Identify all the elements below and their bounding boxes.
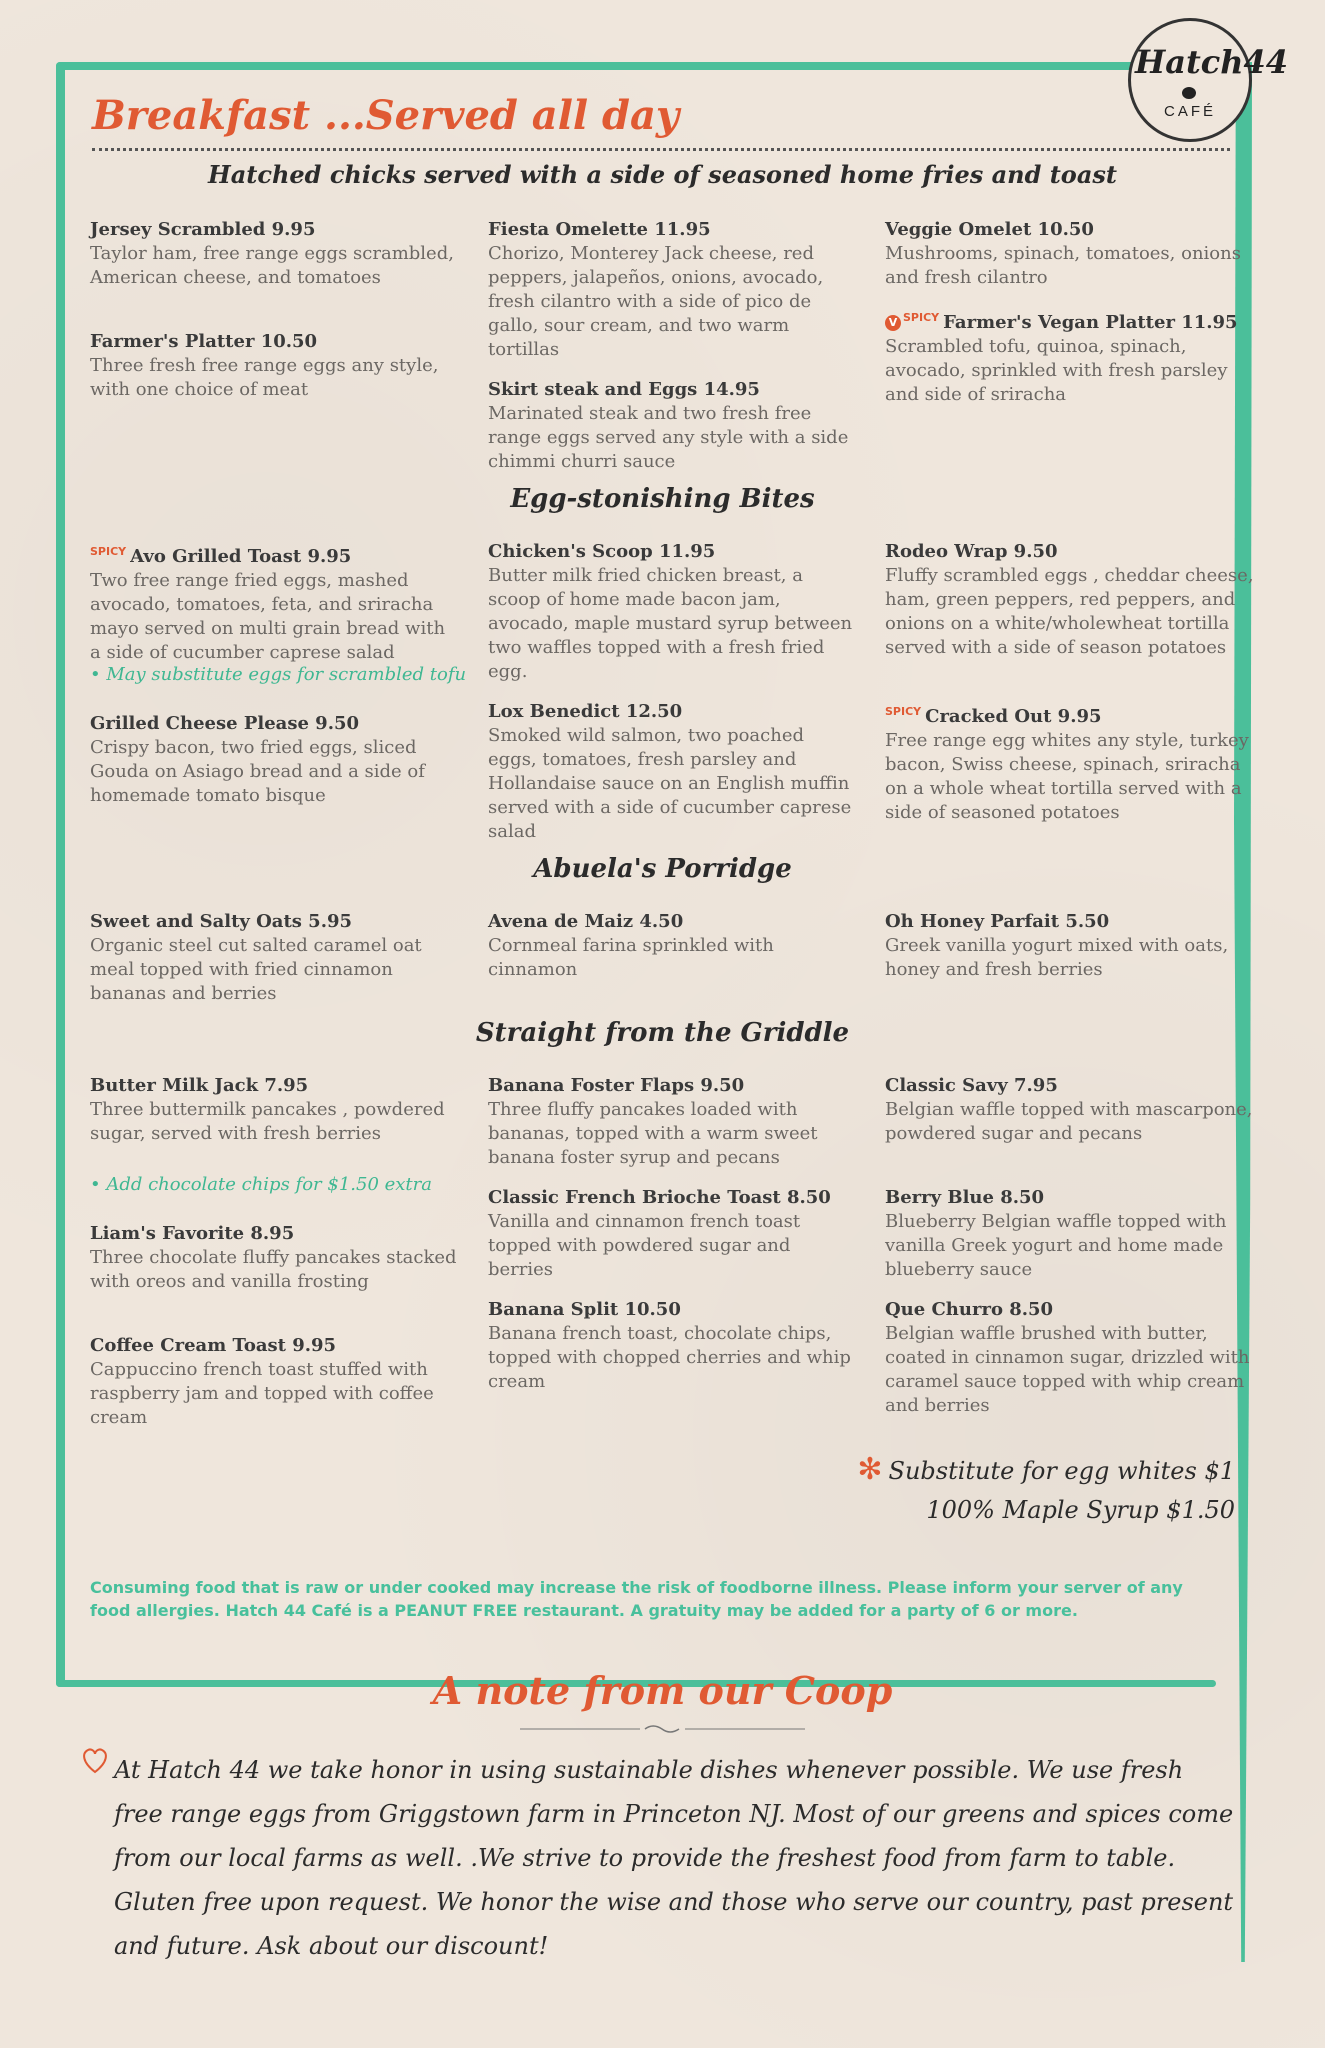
item-name: Banana Split 10.50 [488,1299,681,1320]
menu-item [885,218,1255,290]
asterisk-icon: ✻ [857,1452,883,1487]
item-name: Fiesta Omelette 11.95 [488,219,711,240]
item-name: Berry Blue 8.50 [885,1187,1045,1208]
item-desc: Taylor ham, free range eggs scrambled, American cheese, and tomatoes [90,243,454,288]
menu-item [90,330,460,402]
item-name: Jersey Scrambled 9.95 [90,219,316,240]
menu-item [885,1186,1255,1282]
item-desc: Organic steel cut salted caramel oat meal topped with fried cinnamon bananas and berries [90,935,422,1004]
item-desc: Marinated steak and two fresh free range eggs served any style with a side chimmi churri sauce [488,403,849,472]
allergy-warning: Consuming food that is raw or under cooked may increase the risk of foodborne illness. Please inform your server of any food allergies. Hatch 44 Café is a PEANUT FREE restaurant. A gratuity may be added for a party of 6 or more. [90,1578,1183,1620]
spicy-icon: SPICY [90,545,127,558]
item-name: Que Churro 8.50 [885,1299,1054,1320]
section-title-griddle: Straight from the Griddle [475,1018,850,1048]
item-desc: Belgian waffle brushed with butter, coated in cinnamon sugar, drizzled with caramel sauce topped with whip cream and berries [885,1323,1250,1416]
item-desc: Cappuccino french toast stuffed with raspberry jam and topped with coffee cream [90,1359,434,1428]
subtitle: Hatched chicks served with a side of seasoned home fries and toast [208,160,1117,189]
item-desc: Butter milk fried chicken breast, a scoop of home made bacon jam, avocado, maple mustard syrup between two waffles topped with a fresh fried egg. [488,565,853,682]
flourish-divider [520,1724,805,1734]
egg-icon [1182,87,1196,99]
spicy-icon: SPICY [885,705,922,718]
item-name: Farmer's Platter 10.50 [90,331,318,352]
dotted-divider [92,148,1230,151]
hatch44-logo [1128,18,1289,142]
menu-item [885,1074,1255,1146]
item-name [885,700,1255,729]
menu-item [488,910,858,982]
menu-item [488,1298,858,1394]
menu-item [488,218,858,362]
item-name: Rodeo Wrap 9.50 [885,541,1058,562]
menu-item [885,910,1255,982]
item-desc: Three buttermilk pancakes , powdered sugar, served with fresh berries [90,1099,445,1144]
menu-item [90,1074,460,1146]
item-desc: Three fluffy pancakes loaded with bananas, topped with a warm sweet banana foster syrup and pecans [488,1099,818,1168]
substitute-egg-whites [780,1452,1235,1487]
menu-item [488,378,858,474]
menu-item [488,1186,858,1282]
menu-item [885,1298,1255,1418]
item-desc: Free range egg whites any style, turkey bacon, Swiss cheese, spinach, sriracha on a whole wheat tortilla served with a side of seasoned potatoes [885,730,1249,823]
logo-cafe: CAFÉ [1163,103,1216,120]
item-desc: Mushrooms, spinach, tomatoes, onions and fresh cilantro [885,243,1241,288]
item-desc: Fluffy scrambled eggs , cheddar cheese, ham, green peppers, red peppers, and onions on a white/wholewheat tortilla served with a side of season potatoes [885,565,1254,658]
menu-item [488,540,858,684]
item-desc: Three chocolate fluffy pancakes stacked with oreos and vanilla frosting [90,1247,457,1292]
page-title: Breakfast ...Served all day [92,92,680,139]
menu-item [90,540,460,665]
substitute-maple-syrup: 100% Maple Syrup $1.50 [926,1496,1235,1524]
substitute-egg-whites-text: Substitute for egg whites $1 [888,1457,1235,1485]
menu-item [90,910,460,1006]
item-desc: Crispy bacon, two fried eggs, sliced Gouda on Asiago bread and a side of homemade tomato bisque [90,737,425,806]
item-name-text: Farmer's Vegan Platter 11.95 [943,312,1238,333]
chocolate-chips-note: • Add chocolate chips for $1.50 extra [90,1174,432,1195]
item-name: Classic French Brioche Toast 8.50 [488,1187,831,1208]
section-title-bites: Egg-stonishing Bites [510,484,815,514]
item-name: Classic Savy 7.95 [885,1075,1058,1096]
item-name: Chicken's Scoop 11.95 [488,541,716,562]
item-name: Avena de Maiz 4.50 [488,911,684,932]
menu-item [90,712,460,808]
item-name: Liam's Favorite 8.95 [90,1223,295,1244]
coop-title: A note from our Coop [432,1668,893,1713]
frame-top-border [56,62,1251,70]
item-desc: Banana french toast, chocolate chips, topped with chopped cherries and whip cream [488,1323,851,1392]
menu-item [885,540,1255,660]
item-desc: Three fresh free range eggs any style, with one choice of meat [90,355,439,400]
item-name-text: Avo Grilled Toast 9.95 [130,546,352,567]
item-name: Grilled Cheese Please 9.50 [90,713,360,734]
item-name: Lox Benedict 12.50 [488,701,683,722]
menu-item [885,700,1255,825]
item-name: Sweet and Salty Oats 5.95 [90,911,353,932]
item-desc: Greek vanilla yogurt mixed with oats, honey and fresh berries [885,935,1229,980]
item-desc: Two free range fried eggs, mashed avocado, tomatoes, feta, and sriracha mayo served on multi grain bread with a side of cucumber caprese salad [90,570,446,663]
coop-note-text: At Hatch 44 we take honor in using sustainable dishes whenever possible. We use fresh free range eggs from Griggstown farm in Princeton NJ. Most of our greens and spices come from our local farms as well. .We strive to provide the freshest food from farm to table. Gluten free upon request. We honor the wise and those who serve our country, past present and future. Ask about our discount! [114,1756,1234,1960]
logo-script: Hatch44 [1135,43,1289,81]
item-name: Veggie Omelet 10.50 [885,219,1094,240]
item-name-text: Cracked Out 9.95 [925,706,1102,727]
item-desc: Chorizo, Monterey Jack cheese, red peppers, jalapeños, onions, avocado, fresh cilantro with a side of pico de gallo, sour cream, and two warm tortillas [488,243,824,360]
item-desc: Cornmeal farina sprinkled with cinnamon [488,935,774,980]
item-name: Skirt steak and Eggs 14.95 [488,379,760,400]
menu-item [488,1074,858,1170]
item-name [885,306,1255,335]
section-title-porridge: Abuela's Porridge [533,854,792,884]
item-desc: Blueberry Belgian waffle topped with vanilla Greek yogurt and home made blueberry sauce [885,1211,1227,1280]
item-name: Coffee Cream Toast 9.95 [90,1335,337,1356]
tofu-note: • May substitute eggs for scrambled tofu [90,664,467,685]
item-name: Butter Milk Jack 7.95 [90,1075,309,1096]
item-desc: Scrambled tofu, quinoa, spinach, avocado, sprinkled with fresh parsley and side of sriracha [885,336,1228,405]
item-name: Oh Honey Parfait 5.50 [885,911,1110,932]
spicy-icon: SPICY [903,311,940,324]
heart-icon [80,1745,110,1775]
menu-item [488,700,858,844]
menu-item [90,1334,460,1430]
menu-item [885,306,1255,407]
vegan-icon: V [885,315,901,331]
item-desc: Smoked wild salmon, two poached eggs, tomatoes, fresh parsley and Hollandaise sauce on an English muffin served with a side of cucumber caprese salad [488,725,852,842]
menu-item [90,1222,460,1294]
menu-item [90,218,460,290]
item-name: Banana Foster Flaps 9.50 [488,1075,745,1096]
item-name [90,540,460,569]
item-desc: Vanilla and cinnamon french toast topped with powdered sugar and berries [488,1211,801,1280]
item-desc: Belgian waffle topped with mascarpone, powdered sugar and pecans [885,1099,1253,1144]
